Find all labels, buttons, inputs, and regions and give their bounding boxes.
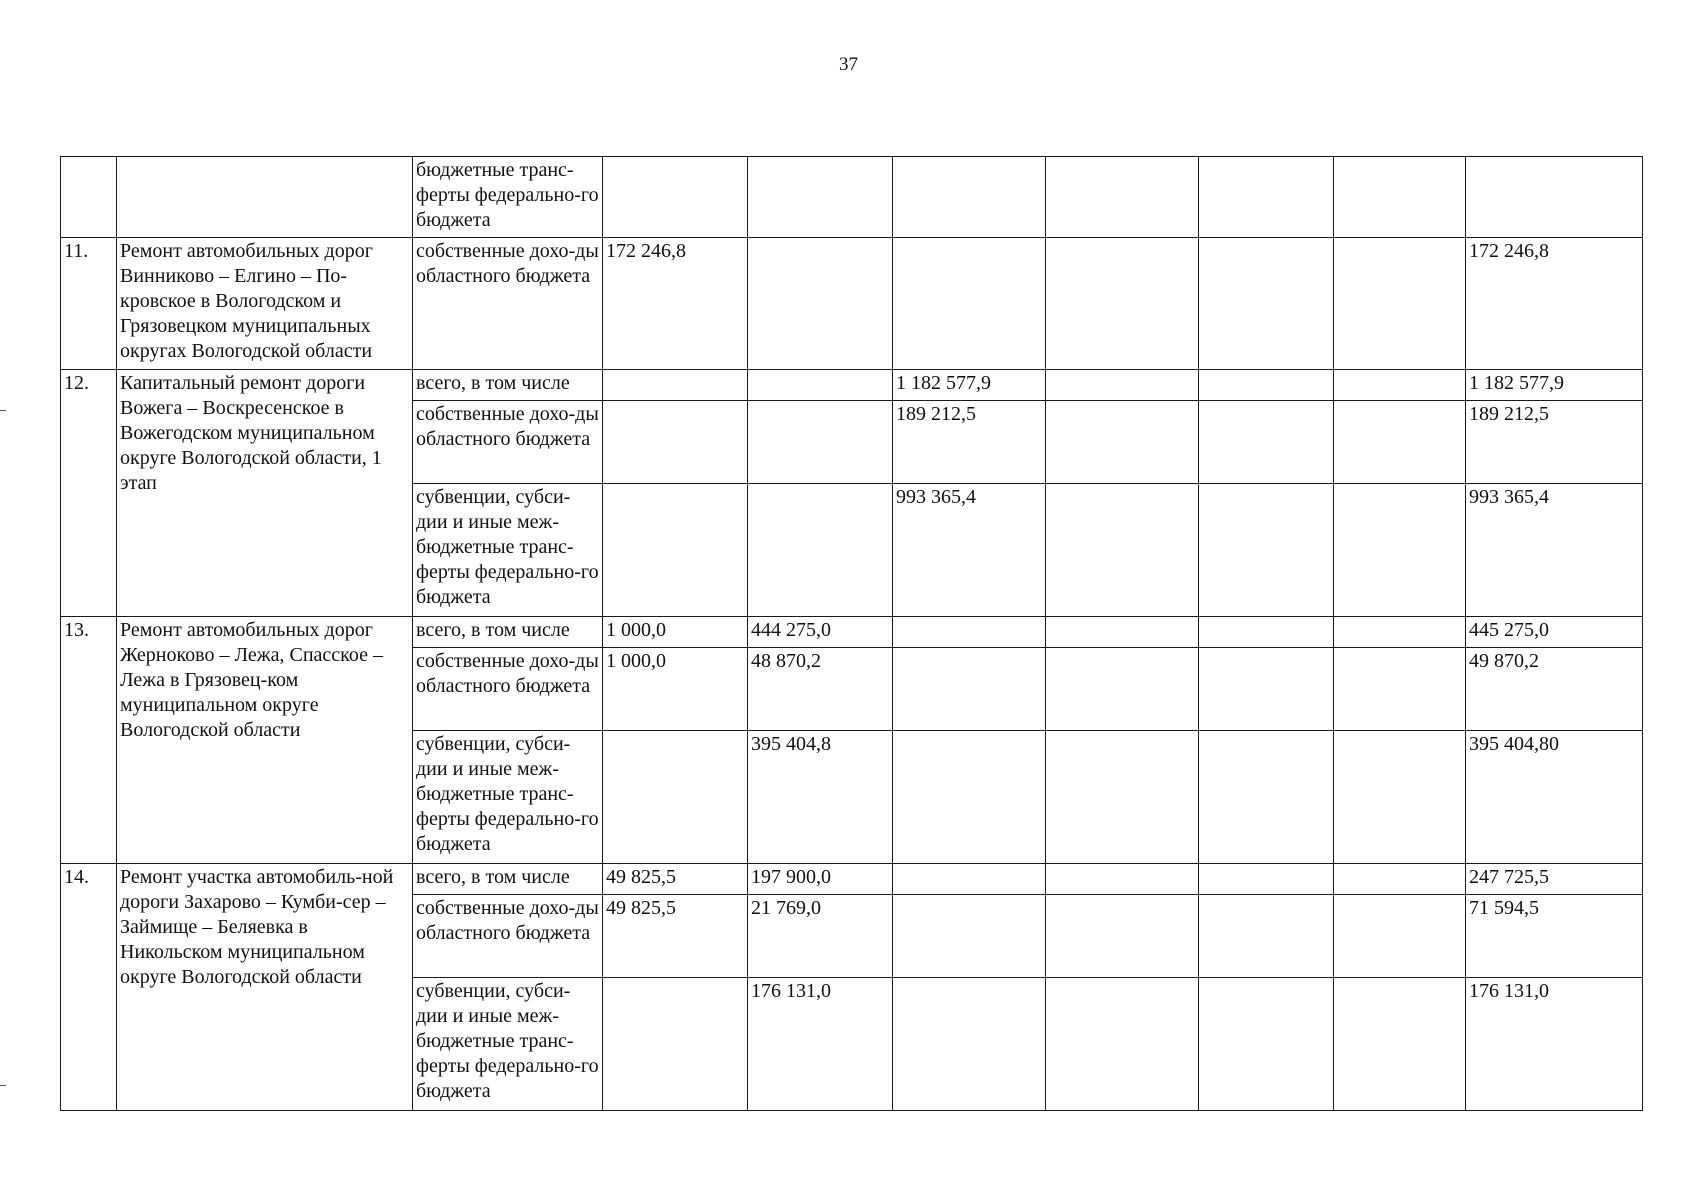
value-cell bbox=[1334, 864, 1466, 895]
table-row bbox=[61, 238, 1643, 370]
value-cell bbox=[748, 401, 893, 484]
value-cell bbox=[1199, 238, 1334, 370]
table-row bbox=[61, 617, 1643, 648]
value-cell bbox=[1199, 401, 1334, 484]
funding-source-cell: всего, в том числе bbox=[413, 370, 603, 401]
value-cell bbox=[1334, 238, 1466, 370]
value-cell bbox=[1199, 648, 1334, 731]
value-cell: 197 900,0 bbox=[748, 864, 893, 895]
funding-source-cell: субвенции, субси-дии и иные меж-бюджетные транс-ферты федерально-го бюджета bbox=[413, 731, 603, 864]
value-cell bbox=[1334, 617, 1466, 648]
value-cell: 189 212,5 bbox=[893, 401, 1046, 484]
value-cell: 176 131,0 bbox=[748, 978, 893, 1111]
value-cell bbox=[603, 157, 748, 238]
value-cell bbox=[1046, 238, 1199, 370]
total-cell: 49 870,2 bbox=[1466, 648, 1643, 731]
value-cell bbox=[1046, 731, 1199, 864]
value-cell bbox=[893, 864, 1046, 895]
table-row bbox=[61, 864, 1643, 895]
value-cell: 49 825,5 bbox=[603, 864, 748, 895]
value-cell bbox=[1334, 978, 1466, 1111]
value-cell: 1 000,0 bbox=[603, 648, 748, 731]
value-cell bbox=[1199, 157, 1334, 238]
value-cell bbox=[603, 731, 748, 864]
value-cell bbox=[748, 157, 893, 238]
total-cell: 172 246,8 bbox=[1466, 238, 1643, 370]
total-cell bbox=[1466, 157, 1643, 238]
value-cell: 444 275,0 bbox=[748, 617, 893, 648]
value-cell bbox=[1046, 864, 1199, 895]
funding-source-cell: собственные дохо-ды областного бюджета bbox=[413, 238, 603, 370]
value-cell bbox=[603, 370, 748, 401]
total-cell: 993 365,4 bbox=[1466, 484, 1643, 617]
total-cell: 1 182 577,9 bbox=[1466, 370, 1643, 401]
object-name-cell: Капитальный ремонт дороги Вожега – Воскресенское в Вожегодском муниципальном округе Вологодской области, 1 этап bbox=[117, 370, 413, 617]
value-cell bbox=[1334, 895, 1466, 978]
object-name-cell: Ремонт автомобильных дорог Жерноково – Лежа, Спасское – Лежа в Грязовец-ком муниципальном округе Вологодской области bbox=[117, 617, 413, 864]
value-cell bbox=[1334, 648, 1466, 731]
value-cell bbox=[1199, 895, 1334, 978]
value-cell bbox=[1199, 617, 1334, 648]
value-cell bbox=[1046, 157, 1199, 238]
funding-source-cell: субвенции, субси-дии и иные меж-бюджетные транс-ферты федерально-го бюджета bbox=[413, 484, 603, 617]
value-cell bbox=[1046, 401, 1199, 484]
value-cell bbox=[893, 238, 1046, 370]
value-cell bbox=[1334, 157, 1466, 238]
value-cell: 48 870,2 bbox=[748, 648, 893, 731]
value-cell bbox=[1334, 370, 1466, 401]
value-cell bbox=[748, 238, 893, 370]
funding-source-cell: субвенции, субси-дии и иные меж-бюджетные транс-ферты федерально-го бюджета bbox=[413, 978, 603, 1111]
funding-source-cell: собственные дохо-ды областного бюджета bbox=[413, 401, 603, 484]
value-cell bbox=[1199, 731, 1334, 864]
scan-margin-mark bbox=[0, 1085, 6, 1086]
value-cell bbox=[603, 401, 748, 484]
value-cell bbox=[748, 484, 893, 617]
row-number-cell: 14. bbox=[61, 864, 117, 1111]
funding-source-cell: всего, в том числе bbox=[413, 617, 603, 648]
value-cell bbox=[893, 895, 1046, 978]
object-name-cell bbox=[117, 157, 413, 238]
value-cell bbox=[1046, 978, 1199, 1111]
funding-source-cell: бюджетные транс-ферты федерально-го бюджета bbox=[413, 157, 603, 238]
value-cell bbox=[603, 978, 748, 1111]
value-cell: 1 000,0 bbox=[603, 617, 748, 648]
value-cell bbox=[893, 648, 1046, 731]
total-cell: 395 404,80 bbox=[1466, 731, 1643, 864]
page-number: 37 bbox=[839, 54, 858, 75]
object-name-cell: Ремонт автомобильных дорог Винниково – Елгино – По-кровское в Вологодском и Грязовецком муниципальных округах Вологодской области bbox=[117, 238, 413, 370]
value-cell bbox=[1334, 401, 1466, 484]
value-cell bbox=[893, 157, 1046, 238]
funding-source-cell: собственные дохо-ды областного бюджета bbox=[413, 648, 603, 731]
value-cell bbox=[1199, 484, 1334, 617]
total-cell: 71 594,5 bbox=[1466, 895, 1643, 978]
row-number-cell: 11. bbox=[61, 238, 117, 370]
value-cell bbox=[1046, 648, 1199, 731]
total-cell: 247 725,5 bbox=[1466, 864, 1643, 895]
value-cell: 993 365,4 bbox=[893, 484, 1046, 617]
row-number-cell: 13. bbox=[61, 617, 117, 864]
value-cell bbox=[1046, 617, 1199, 648]
value-cell: 172 246,8 bbox=[603, 238, 748, 370]
value-cell bbox=[1046, 484, 1199, 617]
funding-source-cell: всего, в том числе bbox=[413, 864, 603, 895]
value-cell bbox=[1199, 978, 1334, 1111]
value-cell bbox=[1334, 731, 1466, 864]
total-cell: 189 212,5 bbox=[1466, 401, 1643, 484]
value-cell bbox=[1199, 370, 1334, 401]
value-cell bbox=[893, 617, 1046, 648]
value-cell: 21 769,0 bbox=[748, 895, 893, 978]
row-number-cell: 12. bbox=[61, 370, 117, 617]
value-cell bbox=[893, 978, 1046, 1111]
value-cell: 49 825,5 bbox=[603, 895, 748, 978]
funding-source-cell: собственные дохо-ды областного бюджета bbox=[413, 895, 603, 978]
object-name-cell: Ремонт участка автомобиль-ной дороги Захарово – Кумби-сер – Займище – Беляевка в Никольском муниципальном округе Вологодской области bbox=[117, 864, 413, 1111]
value-cell bbox=[893, 731, 1046, 864]
total-cell: 176 131,0 bbox=[1466, 978, 1643, 1111]
total-cell: 445 275,0 bbox=[1466, 617, 1643, 648]
value-cell bbox=[1046, 370, 1199, 401]
row-number-cell bbox=[61, 157, 117, 238]
value-cell bbox=[1199, 864, 1334, 895]
budget-table bbox=[60, 156, 1643, 1111]
value-cell bbox=[748, 370, 893, 401]
value-cell bbox=[1046, 895, 1199, 978]
value-cell bbox=[603, 484, 748, 617]
value-cell: 395 404,8 bbox=[748, 731, 893, 864]
table-row bbox=[61, 157, 1643, 238]
table-row bbox=[61, 370, 1643, 401]
scan-margin-mark bbox=[0, 410, 6, 411]
value-cell: 1 182 577,9 bbox=[893, 370, 1046, 401]
value-cell bbox=[1334, 484, 1466, 617]
